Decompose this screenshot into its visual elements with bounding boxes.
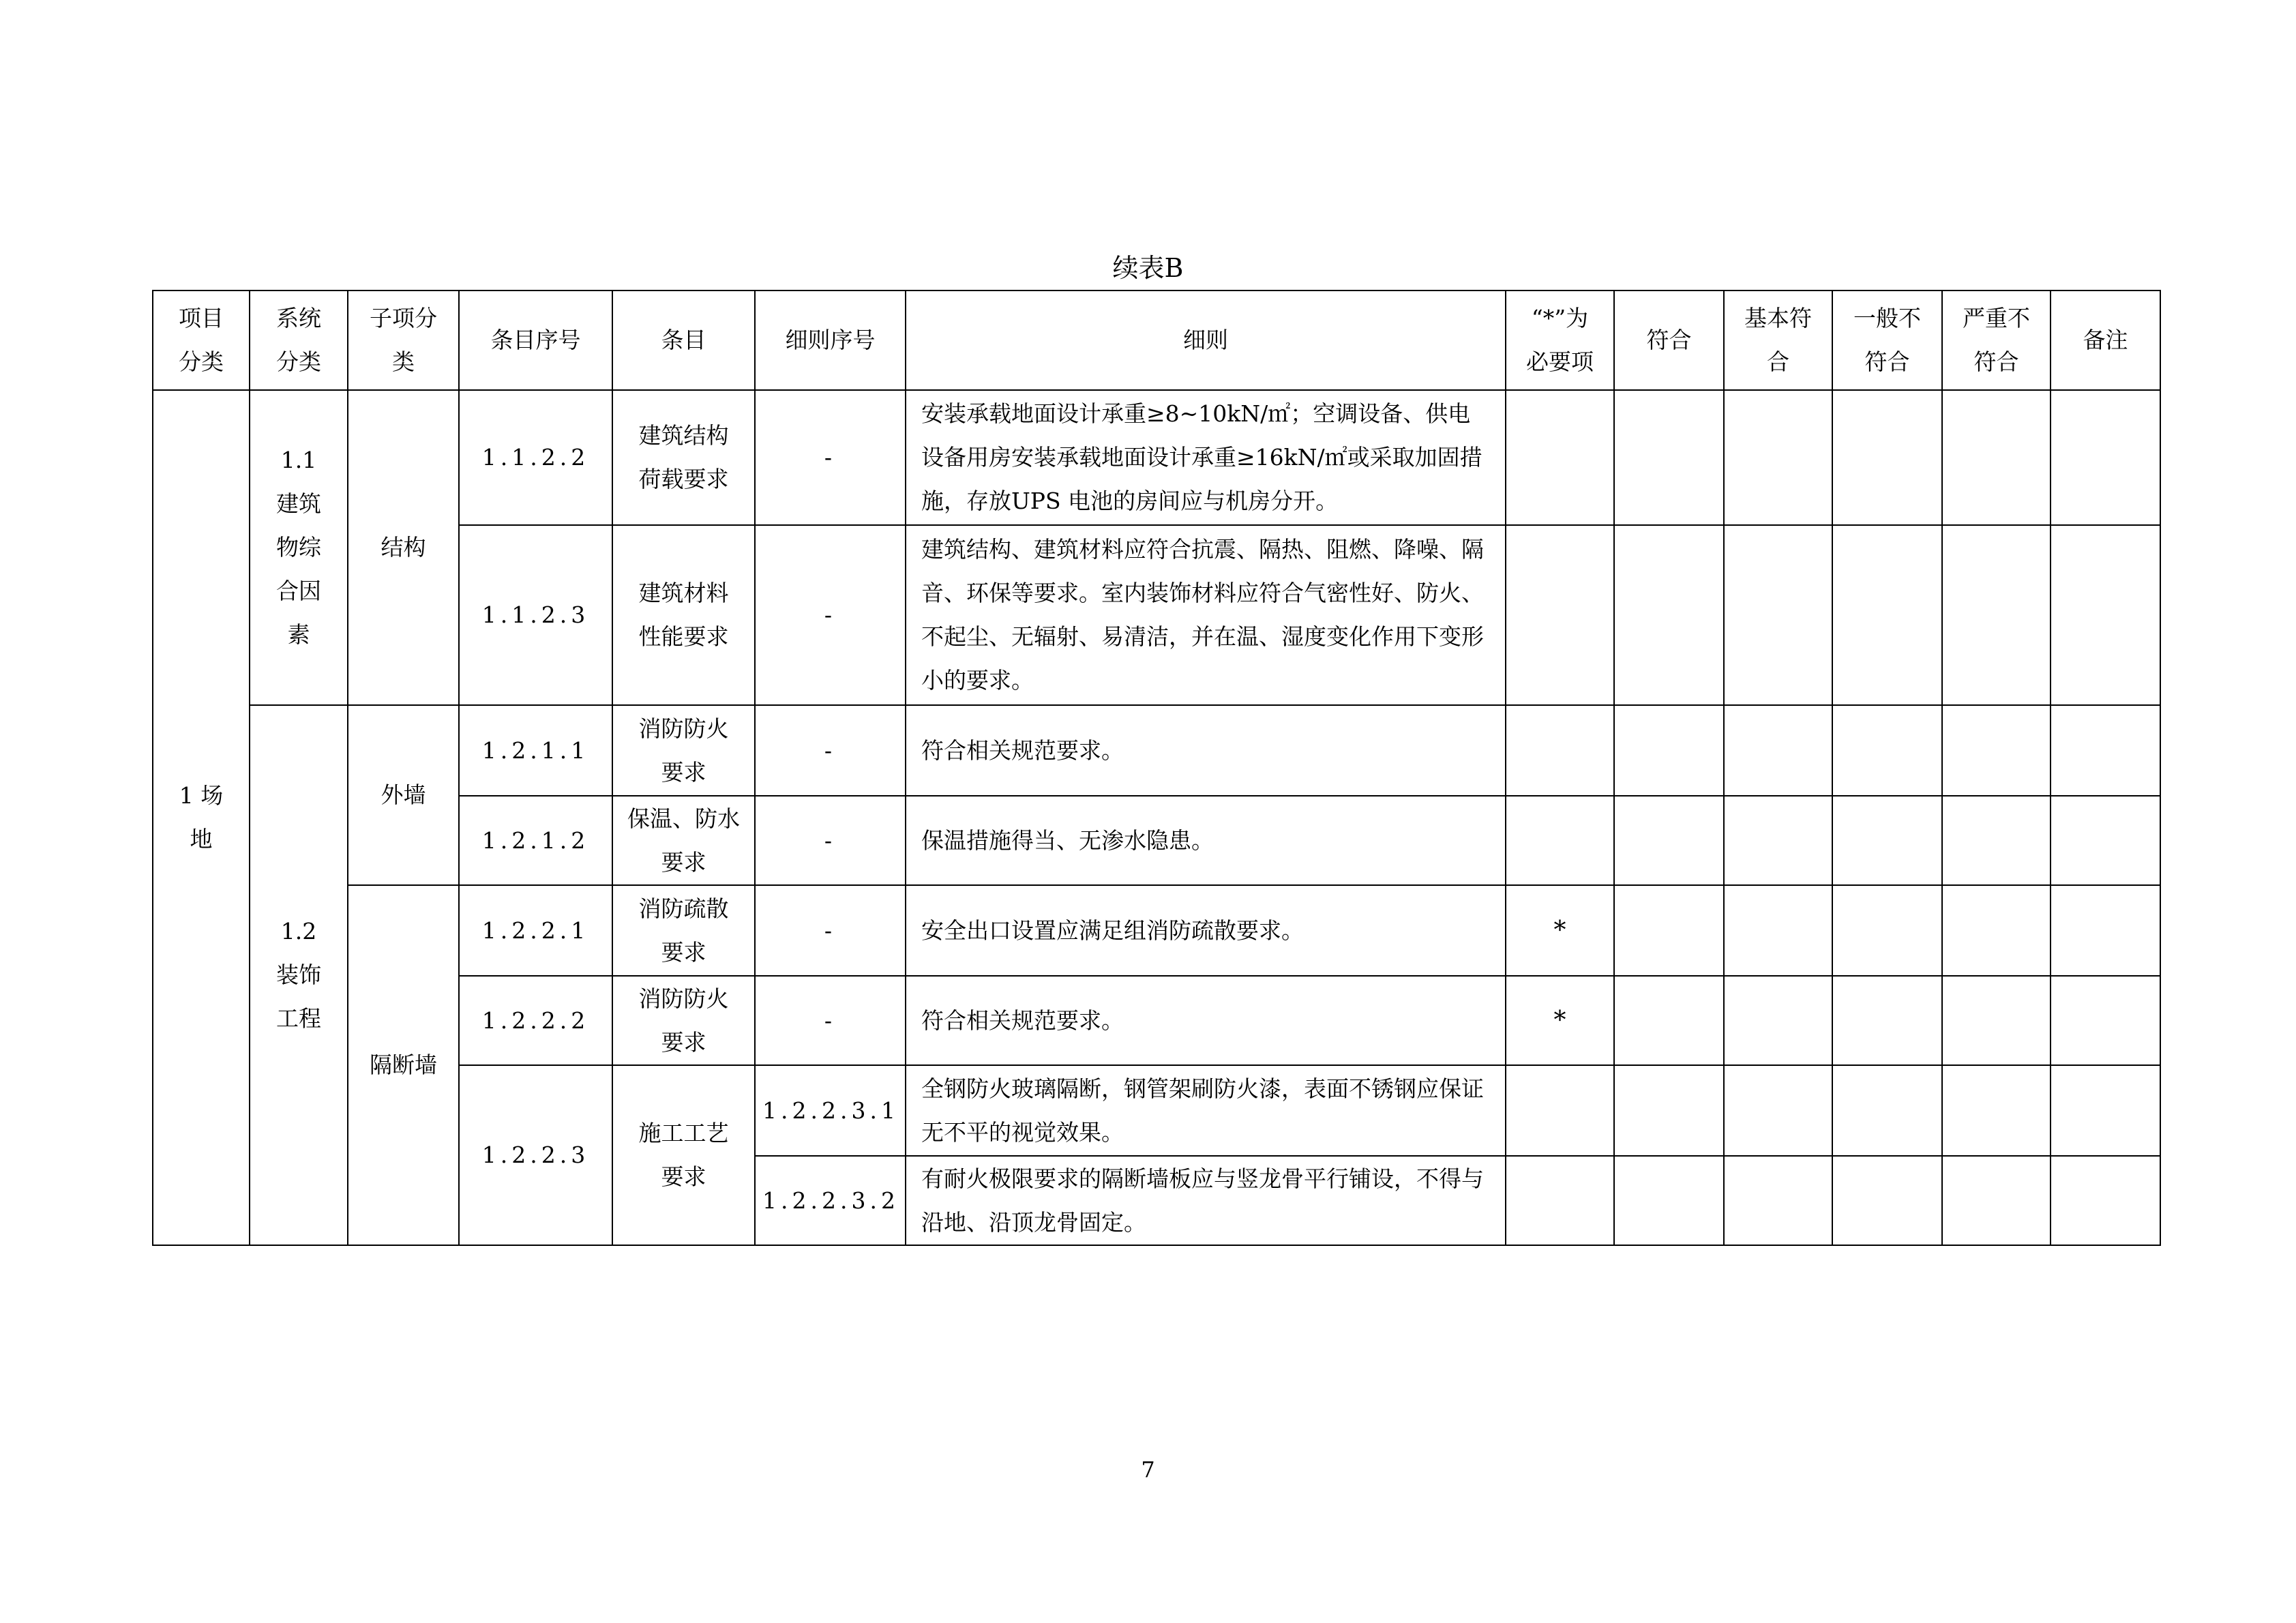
basic-conform-cell[interactable] xyxy=(1724,705,1832,796)
item-number-cell: 1.2.2.2 xyxy=(459,976,612,1065)
basic-conform-cell[interactable] xyxy=(1724,885,1832,976)
remarks-cell[interactable] xyxy=(2051,1065,2160,1156)
header-general-nonconform: 一般不 符合 xyxy=(1832,291,1942,390)
header-detail-number: 细则序号 xyxy=(755,291,906,390)
conform-cell[interactable] xyxy=(1614,885,1724,976)
serious-nonconform-cell[interactable] xyxy=(1942,525,2051,705)
general-nonconform-cell[interactable] xyxy=(1832,1065,1942,1156)
detail-number-cell: - xyxy=(755,885,906,976)
subitem-cell: 结构 xyxy=(348,390,459,705)
conform-cell[interactable] xyxy=(1614,525,1724,705)
detail-cell: 符合相关规范要求。 xyxy=(906,705,1506,796)
remarks-cell[interactable] xyxy=(2051,705,2160,796)
conform-cell[interactable] xyxy=(1614,705,1724,796)
general-nonconform-cell[interactable] xyxy=(1832,885,1942,976)
serious-nonconform-cell[interactable] xyxy=(1942,1156,2051,1245)
header-project-category: 项目 分类 xyxy=(153,291,250,390)
table-title: 续表B xyxy=(1112,253,1184,283)
header-detail: 细则 xyxy=(906,291,1506,390)
header-subitem-category: 子项分 类 xyxy=(348,291,459,390)
system-category-cell: 1.1 建筑 物综 合因 素 xyxy=(250,390,348,705)
project-category-cell: 1 场 地 xyxy=(153,390,250,1245)
table-row xyxy=(153,390,2160,525)
general-nonconform-cell[interactable] xyxy=(1832,390,1942,525)
item-cell: 施工工艺 要求 xyxy=(612,1065,755,1245)
item-cell: 保温、防水 要求 xyxy=(612,796,755,885)
system-category-cell: 1.2 装饰 工程 xyxy=(250,705,348,1245)
serious-nonconform-cell[interactable] xyxy=(1942,1065,2051,1156)
remarks-cell[interactable] xyxy=(2051,1156,2160,1245)
detail-cell: 安装承载地面设计承重≥8~10kN/㎡；空调设备、供电设备用房安装承载地面设计承重≥16kN/㎡或采取加固措施，存放UPS 电池的房间应与机房分开。 xyxy=(906,390,1506,525)
serious-nonconform-cell[interactable] xyxy=(1942,885,2051,976)
remarks-cell[interactable] xyxy=(2051,976,2160,1065)
serious-nonconform-cell[interactable] xyxy=(1942,976,2051,1065)
item-cell: 建筑材料 性能要求 xyxy=(612,525,755,705)
header-row xyxy=(153,291,2160,390)
item-number-cell: 1.2.1.2 xyxy=(459,796,612,885)
basic-conform-cell[interactable] xyxy=(1724,1065,1832,1156)
general-nonconform-cell[interactable] xyxy=(1832,705,1942,796)
detail-number-cell: - xyxy=(755,796,906,885)
detail-number-cell: 1.2.2.3.1 xyxy=(755,1065,906,1156)
detail-cell: 全钢防火玻璃隔断，钢管架刷防火漆，表面不锈钢应保证无不平的视觉效果。 xyxy=(906,1065,1506,1156)
header-system-category: 系统 分类 xyxy=(250,291,348,390)
item-cell: 消防防火 要求 xyxy=(612,705,755,796)
required-flag-cell xyxy=(1506,525,1614,705)
required-flag-cell xyxy=(1506,705,1614,796)
header-item-number: 条目序号 xyxy=(459,291,612,390)
detail-number-cell: - xyxy=(755,390,906,525)
conform-cell[interactable] xyxy=(1614,976,1724,1065)
item-number-cell: 1.1.2.3 xyxy=(459,525,612,705)
serious-nonconform-cell[interactable] xyxy=(1942,796,2051,885)
header-item: 条目 xyxy=(612,291,755,390)
conform-cell[interactable] xyxy=(1614,390,1724,525)
header-required-flag: “*”为 必要项 xyxy=(1506,291,1614,390)
item-number-cell: 1.2.2.1 xyxy=(459,885,612,976)
general-nonconform-cell[interactable] xyxy=(1832,976,1942,1065)
detail-cell: 安全出口设置应满足组消防疏散要求。 xyxy=(906,885,1506,976)
serious-nonconform-cell[interactable] xyxy=(1942,390,2051,525)
required-flag-cell xyxy=(1506,1065,1614,1156)
checklist-table xyxy=(152,290,2161,1246)
header-serious-nonconform: 严重不 符合 xyxy=(1942,291,2051,390)
table-row xyxy=(153,885,2160,976)
required-flag-cell: * xyxy=(1506,885,1614,976)
remarks-cell[interactable] xyxy=(2051,796,2160,885)
detail-number-cell: - xyxy=(755,525,906,705)
remarks-cell[interactable] xyxy=(2051,390,2160,525)
header-remarks: 备注 xyxy=(2051,291,2160,390)
page-number: 7 xyxy=(1141,1457,1155,1483)
detail-cell: 建筑结构、建筑材料应符合抗震、隔热、阻燃、降噪、隔音、环保等要求。室内装饰材料应符合气密性好、防火、不起尘、无辐射、易清洁，并在温、湿度变化作用下变形小的要求。 xyxy=(906,525,1506,705)
basic-conform-cell[interactable] xyxy=(1724,525,1832,705)
required-flag-cell xyxy=(1506,796,1614,885)
basic-conform-cell[interactable] xyxy=(1724,390,1832,525)
required-flag-cell xyxy=(1506,390,1614,525)
serious-nonconform-cell[interactable] xyxy=(1942,705,2051,796)
detail-cell: 符合相关规范要求。 xyxy=(906,976,1506,1065)
item-cell: 消防防火 要求 xyxy=(612,976,755,1065)
required-flag-cell xyxy=(1506,1156,1614,1245)
conform-cell[interactable] xyxy=(1614,796,1724,885)
remarks-cell[interactable] xyxy=(2051,885,2160,976)
item-number-cell: 1.2.1.1 xyxy=(459,705,612,796)
subitem-cell: 外墙 xyxy=(348,705,459,885)
general-nonconform-cell[interactable] xyxy=(1832,796,1942,885)
conform-cell[interactable] xyxy=(1614,1156,1724,1245)
table-row xyxy=(153,705,2160,796)
item-cell: 消防疏散 要求 xyxy=(612,885,755,976)
general-nonconform-cell[interactable] xyxy=(1832,1156,1942,1245)
required-flag-cell: * xyxy=(1506,976,1614,1065)
detail-cell: 保温措施得当、无渗水隐患。 xyxy=(906,796,1506,885)
detail-cell: 有耐火极限要求的隔断墙板应与竖龙骨平行铺设，不得与沿地、沿顶龙骨固定。 xyxy=(906,1156,1506,1245)
basic-conform-cell[interactable] xyxy=(1724,976,1832,1065)
item-cell: 建筑结构 荷载要求 xyxy=(612,390,755,525)
item-number-cell: 1.2.2.3 xyxy=(459,1065,612,1245)
item-number-cell: 1.1.2.2 xyxy=(459,390,612,525)
conform-cell[interactable] xyxy=(1614,1065,1724,1156)
detail-number-cell: 1.2.2.3.2 xyxy=(755,1156,906,1245)
detail-number-cell: - xyxy=(755,705,906,796)
basic-conform-cell[interactable] xyxy=(1724,796,1832,885)
detail-number-cell: - xyxy=(755,976,906,1065)
general-nonconform-cell[interactable] xyxy=(1832,525,1942,705)
basic-conform-cell[interactable] xyxy=(1724,1156,1832,1245)
header-basic-conform: 基本符 合 xyxy=(1724,291,1832,390)
subitem-cell: 隔断墙 xyxy=(348,885,459,1245)
remarks-cell[interactable] xyxy=(2051,525,2160,705)
header-conform: 符合 xyxy=(1614,291,1724,390)
